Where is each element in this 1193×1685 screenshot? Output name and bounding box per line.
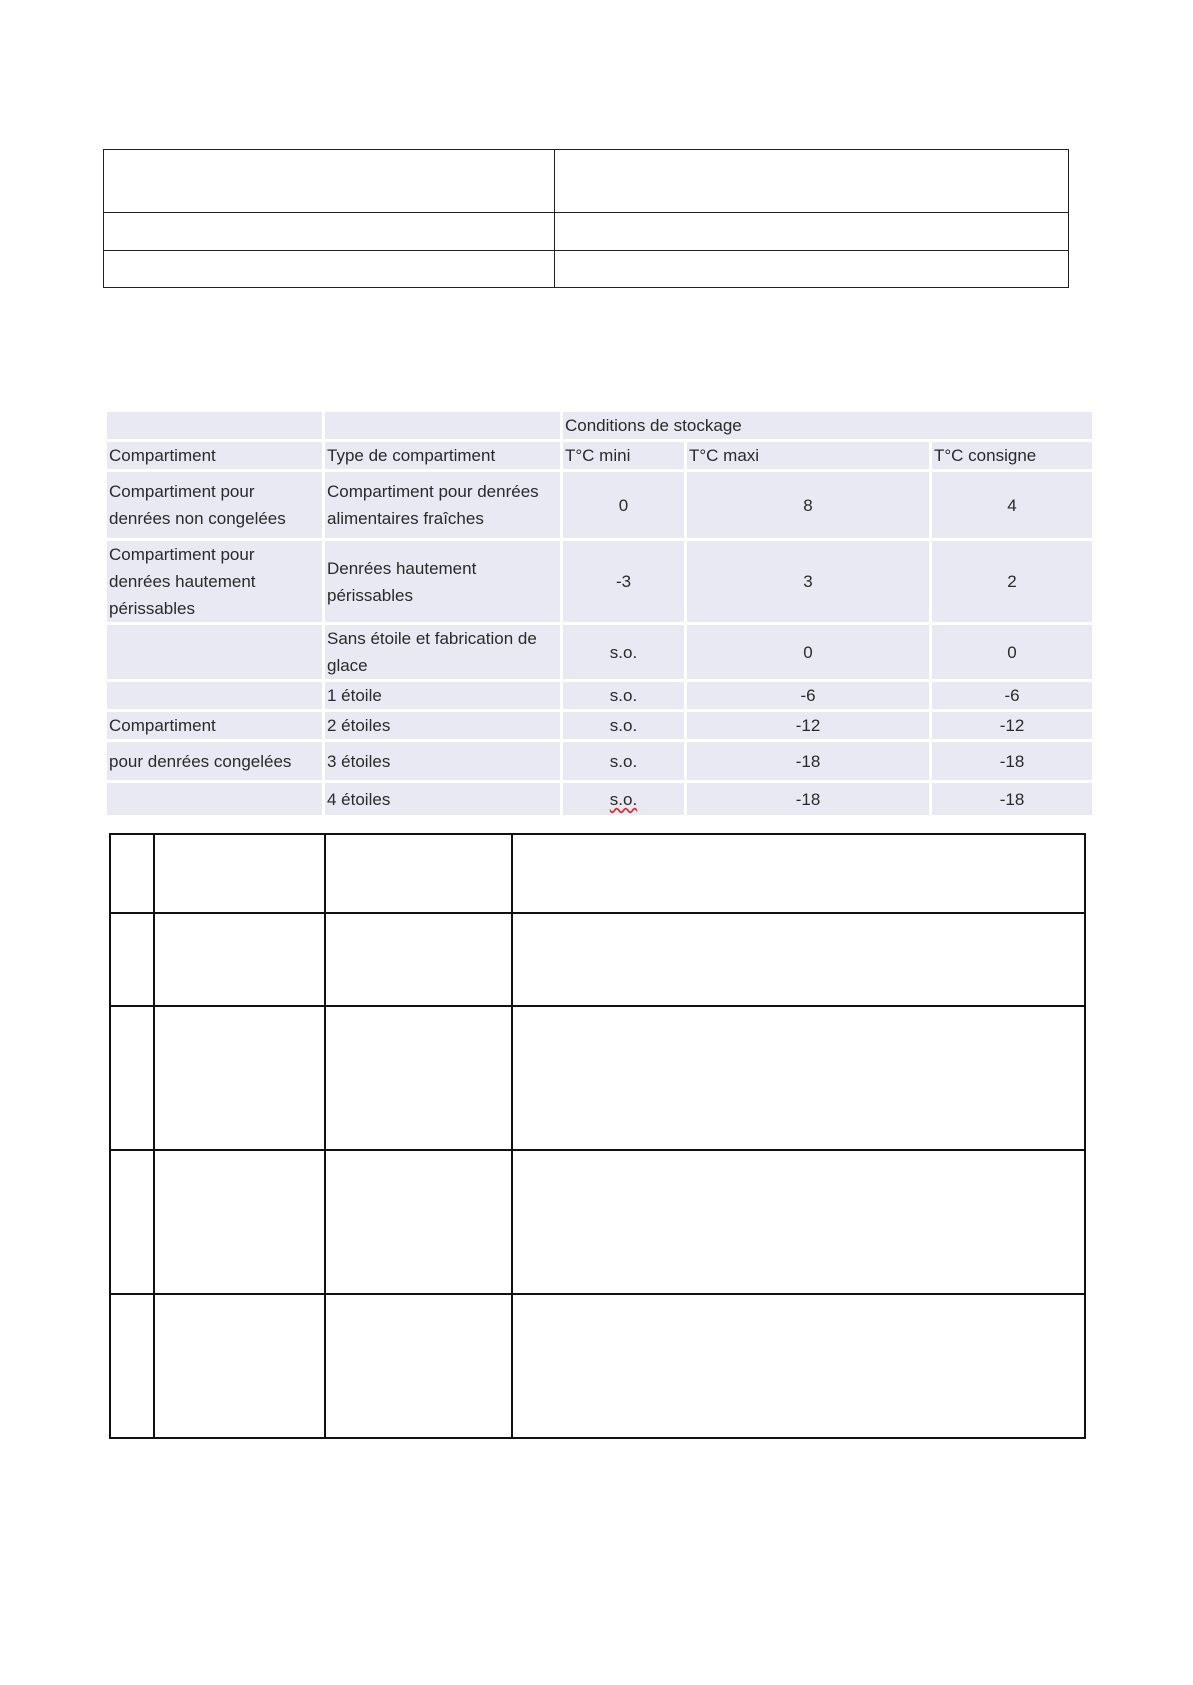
max-cell: -12 — [687, 712, 929, 739]
max-cell: -6 — [687, 682, 929, 709]
empty-cell — [107, 412, 322, 439]
min-cell: 0 — [563, 472, 684, 538]
min-cell: -3 — [563, 541, 684, 622]
max-cell: -18 — [687, 783, 929, 815]
setpoint-cell: -12 — [932, 712, 1092, 739]
storage-conditions-table — [104, 409, 1095, 818]
column-header-setpoint: T°C consigne — [932, 442, 1092, 469]
compartment-cell — [107, 625, 322, 679]
setpoint-cell: -18 — [932, 783, 1092, 815]
spellcheck-marked-text: s.o. — [609, 789, 638, 809]
empty-cell — [325, 913, 512, 1006]
setpoint-cell: 4 — [932, 472, 1092, 538]
empty-cell — [154, 1150, 325, 1294]
table-row — [107, 541, 1092, 622]
max-cell: -18 — [687, 742, 929, 780]
table-row — [110, 1294, 1085, 1438]
compartment-cell — [107, 783, 322, 815]
table-row — [104, 213, 1069, 251]
empty-cell — [154, 834, 325, 913]
table-row — [110, 913, 1085, 1006]
table-row — [110, 834, 1085, 913]
setpoint-cell: -6 — [932, 682, 1092, 709]
empty-cell — [555, 251, 1069, 288]
empty-cell — [154, 1006, 325, 1150]
table-row — [104, 251, 1069, 288]
table-row — [110, 1150, 1085, 1294]
table-row — [110, 1006, 1085, 1150]
empty-cell — [325, 412, 560, 439]
empty-cell — [325, 1006, 512, 1150]
compartment-cell: Compartiment pour denrées hautement périssables — [107, 541, 322, 622]
bottom-empty-grid — [109, 833, 1086, 1439]
group-header-cell: Conditions de stockage — [563, 412, 1092, 439]
table-row — [107, 625, 1092, 679]
empty-cell — [555, 150, 1069, 213]
empty-cell — [110, 834, 154, 913]
top-empty-table — [103, 149, 1069, 288]
column-header-max: T°C maxi — [687, 442, 929, 469]
setpoint-cell: 2 — [932, 541, 1092, 622]
compartment-cell: Compartiment — [107, 712, 322, 739]
empty-cell — [104, 251, 555, 288]
column-header-row — [107, 442, 1092, 469]
empty-cell — [512, 834, 1085, 913]
empty-cell — [555, 213, 1069, 251]
empty-cell — [325, 1150, 512, 1294]
table-row — [104, 150, 1069, 213]
min-cell: s.o. — [563, 625, 684, 679]
type-cell: Sans étoile et fabrication de glace — [325, 625, 560, 679]
empty-cell — [154, 1294, 325, 1438]
compartment-cell: pour denrées congelées — [107, 742, 322, 780]
empty-cell — [110, 1294, 154, 1438]
empty-cell — [512, 1294, 1085, 1438]
empty-cell — [325, 1294, 512, 1438]
empty-cell — [104, 213, 555, 251]
type-cell: 3 étoiles — [325, 742, 560, 780]
empty-cell — [110, 1150, 154, 1294]
setpoint-cell: -18 — [932, 742, 1092, 780]
table-row — [107, 472, 1092, 538]
empty-cell — [512, 1006, 1085, 1150]
type-cell: Compartiment pour denrées alimentaires fraîches — [325, 472, 560, 538]
column-header-min: T°C mini — [563, 442, 684, 469]
table-row — [107, 682, 1092, 709]
table-row — [107, 712, 1092, 739]
min-cell — [563, 783, 684, 815]
setpoint-cell: 0 — [932, 625, 1092, 679]
min-cell: s.o. — [563, 712, 684, 739]
type-cell: Denrées hautement périssables — [325, 541, 560, 622]
compartment-cell: Compartiment pour denrées non congelées — [107, 472, 322, 538]
type-cell: 2 étoiles — [325, 712, 560, 739]
column-header-compartment: Compartiment — [107, 442, 322, 469]
table-row — [107, 742, 1092, 780]
empty-cell — [512, 913, 1085, 1006]
empty-cell — [104, 150, 555, 213]
min-cell: s.o. — [563, 742, 684, 780]
empty-cell — [110, 913, 154, 1006]
empty-cell — [154, 913, 325, 1006]
empty-cell — [512, 1150, 1085, 1294]
max-cell: 3 — [687, 541, 929, 622]
max-cell: 0 — [687, 625, 929, 679]
empty-cell — [110, 1006, 154, 1150]
min-cell: s.o. — [563, 682, 684, 709]
empty-cell — [325, 834, 512, 913]
column-header-type: Type de compartiment — [325, 442, 560, 469]
group-header-row — [107, 412, 1092, 439]
table-row — [107, 783, 1092, 815]
max-cell: 8 — [687, 472, 929, 538]
type-cell: 4 étoiles — [325, 783, 560, 815]
compartment-cell — [107, 682, 322, 709]
type-cell: 1 étoile — [325, 682, 560, 709]
